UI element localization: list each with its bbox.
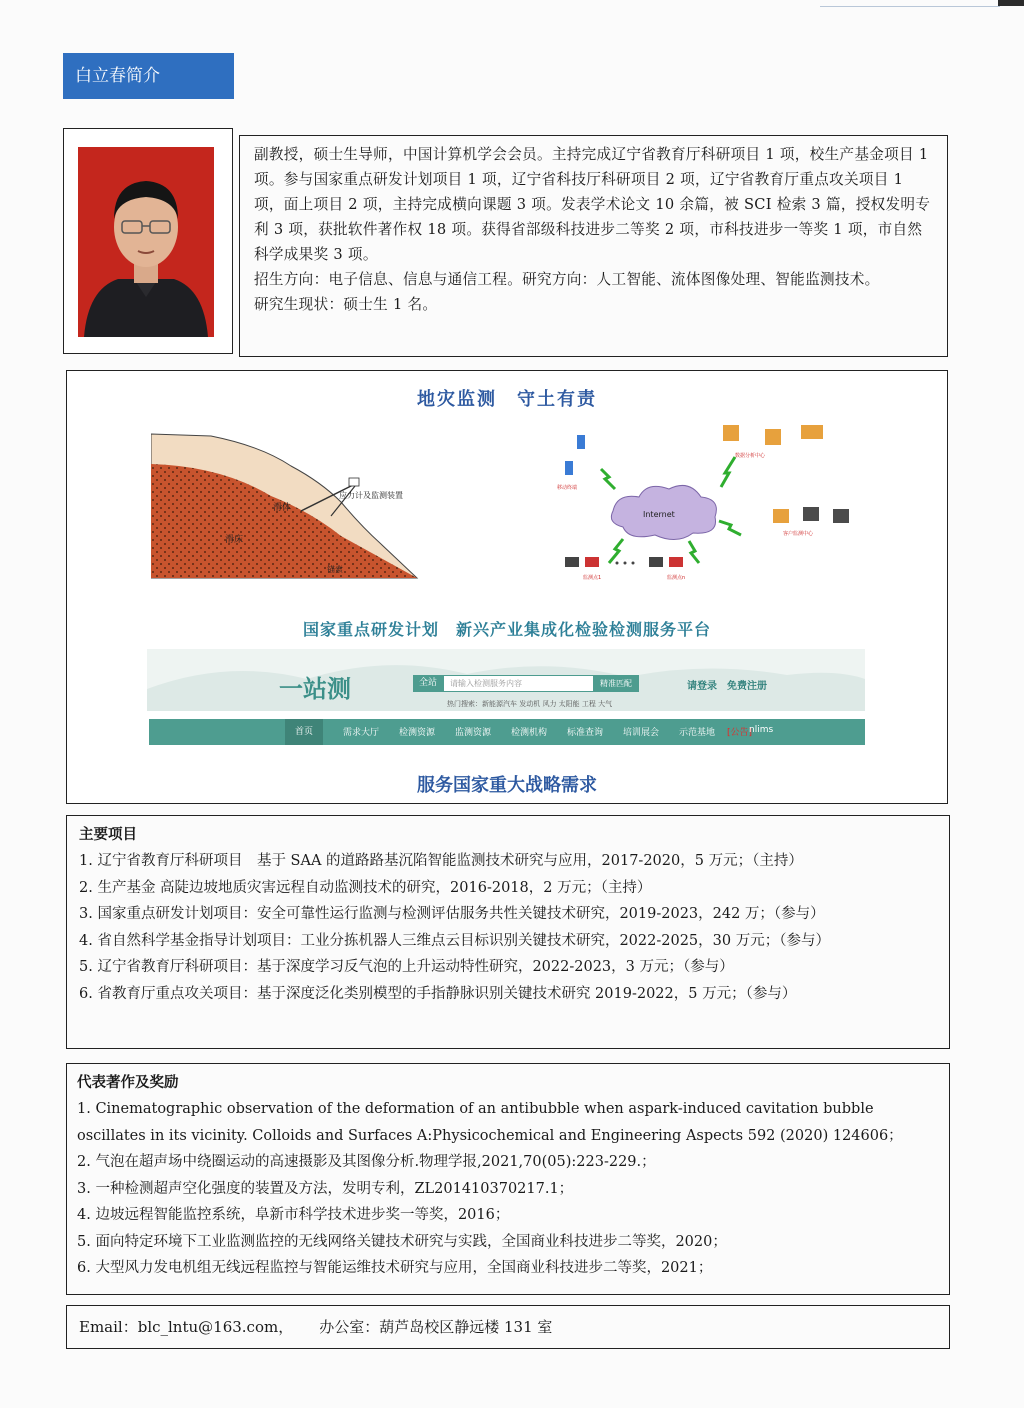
label-client: 客户监测中心 — [783, 531, 814, 537]
projects-heading: 主要项目 — [79, 827, 137, 843]
portrait-photo — [78, 147, 214, 337]
site-nav — [149, 719, 865, 745]
bio-text: 副教授，硕士生导师，中国计算机学会会员。主持完成辽宁省教育厅科研项目 1 项，校生产基金项目 1 项。参与国家重点研发计划项目 1 项，辽宁省科技厅科研项目 2 项，辽宁省教育厅重点攻关项目 1 项，面上项目 2 项，主持完成横向课题 3 项。发表学术论文 10 余篇，被 SCI 检索 3 篇，授权发明专利 3 项，获批软件著作权 18 项。获得省部级科技进步二等奖 2 项，市科技进步一等奖 1 项，市自然科学成果奖 3 项。 — [254, 146, 931, 263]
figure-caption-bottom: 服务国家重大战略需求 — [417, 775, 597, 796]
search-scope-select[interactable]: 全站 — [413, 675, 443, 692]
nav-training[interactable]: 培训展会 — [623, 728, 660, 738]
photo-frame — [63, 128, 233, 354]
list-item: 1. 辽宁省教育厅科研项目 基于 SAA 的道路路基沉陷智能监测技术研究与应用，2017-2020，5 万元；（主持） — [79, 853, 803, 869]
label-sliding-body: 滑体 — [273, 503, 292, 513]
figure-panel — [66, 370, 948, 804]
list-item: 3. 一种检测超声空化强度的装置及方法，发明专利，ZL201410370217.1； — [77, 1180, 574, 1197]
nav-demo-base[interactable]: 示范基地 — [679, 728, 716, 738]
research-directions: 招生方向：电子信息、信息与通信工程。研究方向：人工智能、流体图像处理、智能监测技术。 — [254, 271, 880, 288]
client-icons — [773, 507, 849, 537]
wireless-link — [609, 539, 623, 563]
list-item: 2. 生产基金 高陡边坡地质灾害远程自动监测技术的研究，2016-2018，2 万元；（主持） — [79, 879, 652, 896]
label-device: 应力计及监测装置 — [339, 491, 403, 500]
list-item: 1. Cinematographic observation of the deformation of an antibubble when aspark-induced cavitation bubble oscillates in its vicinity. Colloids and Surfaces A:Physicochemical and Engineering Aspects 592 (2020) 124606； — [77, 1101, 903, 1144]
server-icons — [723, 425, 823, 459]
label-station-1: 监测点1 — [583, 575, 602, 581]
station-icons — [565, 557, 685, 581]
label-station-n: 监测点n — [667, 575, 686, 581]
list-item: 6. 省教育厅重点攻关项目：基于深度泛化类别模型的手指静脉识别关键技术研究 2019-2022，5 万元；（参与） — [79, 985, 797, 1002]
label-internet: Internet — [643, 510, 675, 519]
nav-nlims[interactable]: nlims — [749, 725, 774, 735]
publications-section — [66, 1063, 950, 1295]
wireless-link — [601, 469, 615, 489]
figure-caption-mid: 国家重点研发计划 新兴产业集成化检验检测服务平台 — [302, 620, 711, 639]
figure-caption-top: 地灾监测 守土有责 — [417, 389, 597, 410]
list-item: 4. 省自然科学基金指导计划项目：工业分拣机器人三维点云目标识别关键技术研究，2022-2025，30 万元；（参与） — [79, 932, 830, 949]
list-item: 2. 气泡在超声场中绕圈运动的高速摄影及其图像分析.物理学报,2021,70(05):223-229.； — [77, 1154, 656, 1170]
nav-agencies[interactable]: 检测机构 — [511, 728, 548, 738]
slope-diagram — [151, 426, 421, 586]
wireless-link — [689, 541, 699, 563]
projects-section — [66, 815, 950, 1049]
contact-email[interactable]: Email：blc_lntu@163.com， — [79, 1318, 294, 1336]
contact-section — [66, 1305, 950, 1349]
top-rule — [820, 6, 1000, 7]
label-anchor: 锚索 — [327, 565, 343, 574]
label-center: 数据分析中心 — [735, 453, 766, 459]
label-sliding-bed: 滑床 — [225, 535, 244, 545]
wireless-link — [721, 457, 735, 487]
site-logo[interactable]: 一站测 — [279, 675, 351, 703]
list-item: 5. 面向特定环境下工业监测监控的无线网络关键技术研究与实践，全国商业科技进步二等奖，2020； — [77, 1233, 727, 1250]
student-status: 研究生现状：硕士生 1 名。 — [254, 296, 438, 313]
list-item: 5. 辽宁省教育厅科研项目：基于深度学习反气泡的上升运动特性研究，2022-2023，3 万元；（参与） — [79, 959, 734, 975]
mobile-terminal-icon — [557, 435, 585, 491]
nav-demand[interactable]: 需求大厅 — [343, 728, 380, 738]
register-link[interactable]: 免费注册 — [727, 681, 767, 692]
publications-heading: 代表著作及奖励 — [77, 1075, 179, 1091]
network-diagram — [543, 417, 873, 587]
login-link[interactable]: 请登录 — [687, 681, 717, 692]
list-item: 4. 边坡远程智能监控系统，阜新市科学技术进步奖一等奖，2016； — [77, 1207, 510, 1223]
hot-search: 热门搜索：新能源汽车 发动机 风力 太阳能 工程 大气 — [447, 700, 613, 708]
nav-monitor-resources[interactable]: 监测资源 — [455, 728, 492, 738]
list-item: 6. 大型风力发电机组无线远程监控与智能运维技术研究与应用，全国商业科技进步二等奖，2021； — [77, 1260, 713, 1276]
nav-notice[interactable]: [公告] — [727, 728, 753, 738]
bio-box — [239, 135, 948, 357]
search-input[interactable]: 请输入检测服务内容 — [443, 675, 599, 692]
contact-office: 办公室：葫芦岛校区静远楼 131 室 — [319, 1318, 553, 1336]
list-item: 3. 国家重点研发计划项目：安全可靠性运行监测与检测评估服务共性关键技术研究，2019-2023，242 万；（参与） — [79, 906, 825, 922]
search-button[interactable]: 精准匹配 — [593, 675, 639, 692]
page-title: 白立春简介 — [63, 53, 234, 99]
nav-home[interactable]: 首页 — [285, 719, 323, 745]
corner-mark — [998, 0, 1024, 6]
label-terminal: 移动终端 — [557, 485, 578, 491]
wireless-link — [719, 521, 741, 535]
nav-test-resources[interactable]: 检测资源 — [399, 728, 436, 738]
nav-standards[interactable]: 标准查询 — [567, 728, 604, 738]
